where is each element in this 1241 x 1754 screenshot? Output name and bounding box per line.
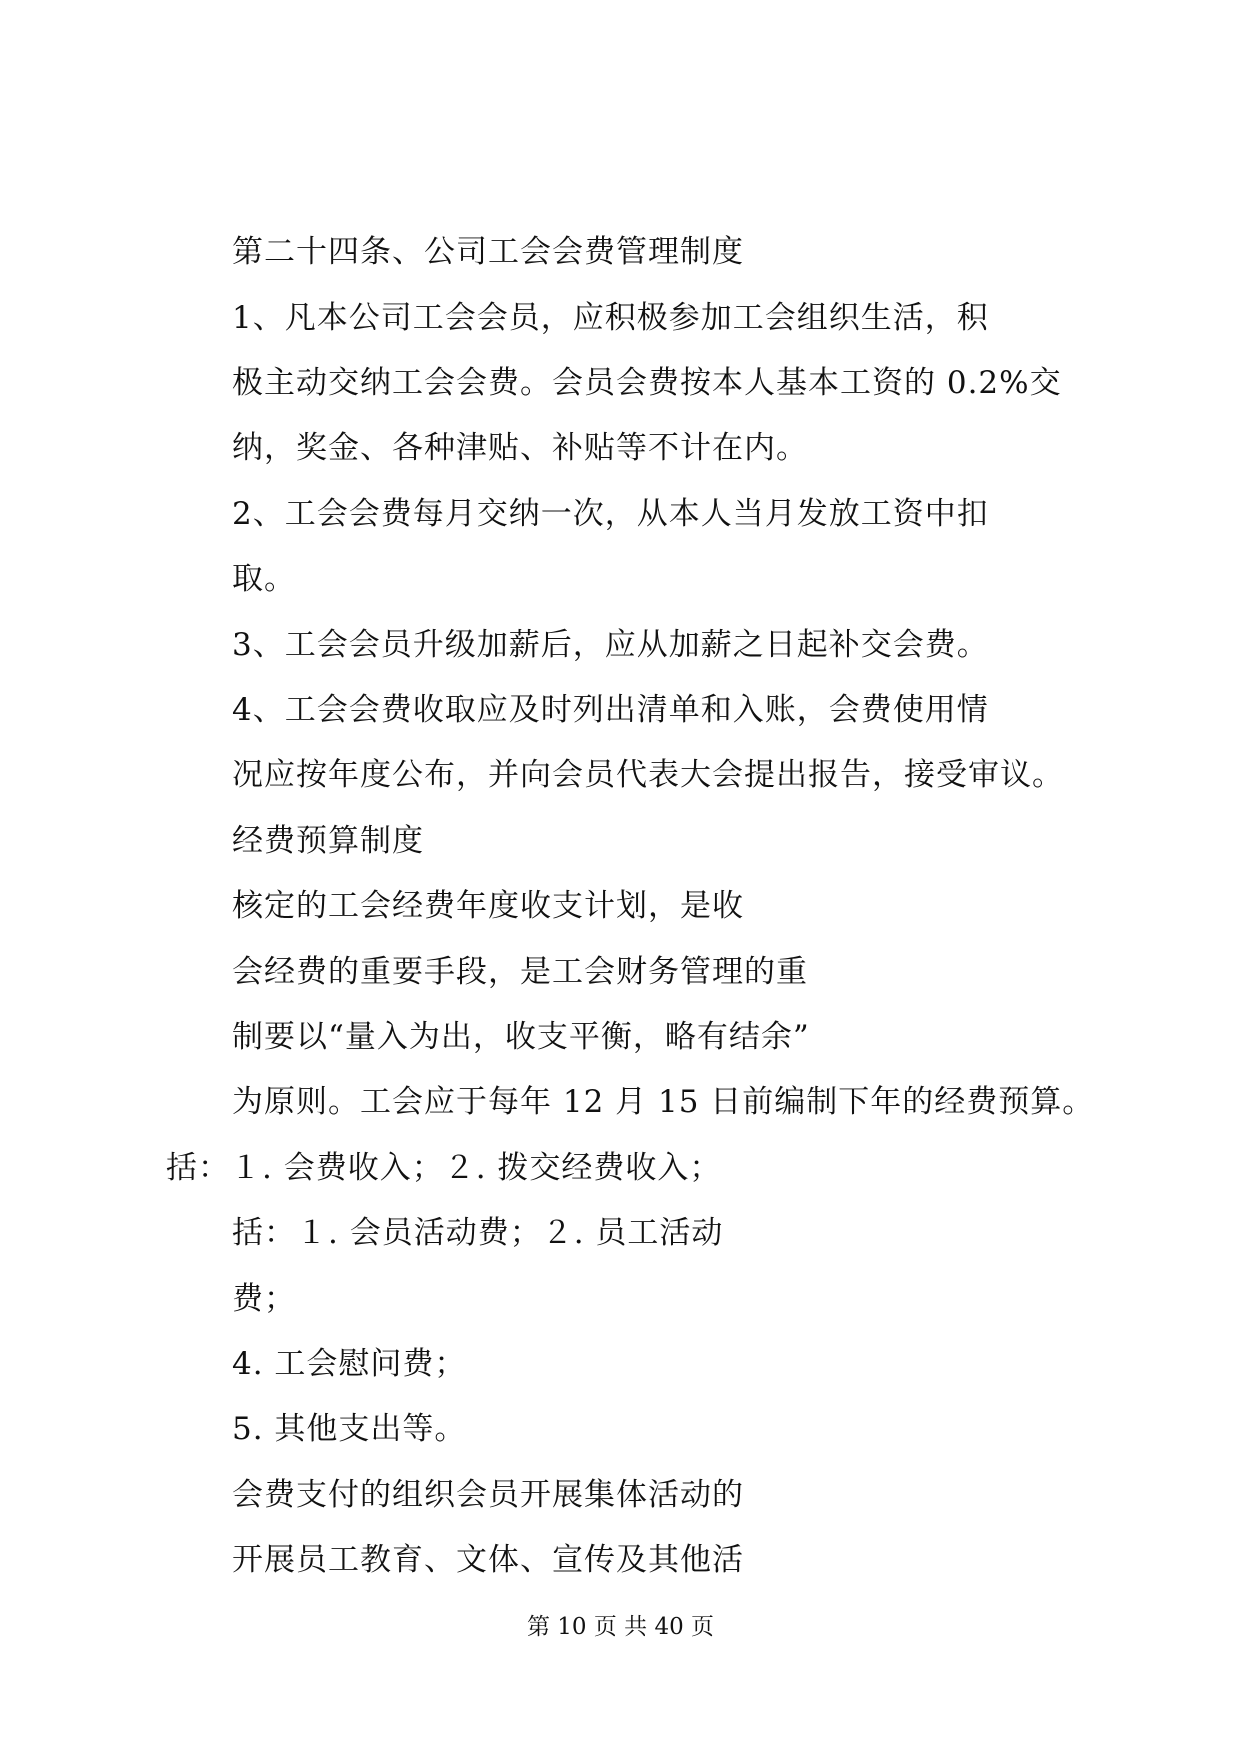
paragraph-line: 极主动交纳工会会费。会员会费按本人基本工资的 0.2%交 — [232, 365, 1062, 401]
paragraph-line: 5. 其他支出等。 — [232, 1411, 467, 1447]
paragraph-line: 费； — [232, 1281, 296, 1317]
page-number-footer: 第 10 页 共 40 页 — [526, 1614, 715, 1640]
paragraph-line: 会费支付的组织会员开展集体活动的 — [232, 1477, 744, 1513]
paragraph-line: 3、工会会员升级加薪后，应从加薪之日起补交会费。 — [232, 627, 989, 663]
section-heading: 第二十四条、公司工会会费管理制度 — [232, 234, 744, 270]
paragraph-line: 开展员工教育、文体、宣传及其他活 — [232, 1542, 744, 1578]
paragraph-line: 核定的工会经费年度收支计划，是收 — [232, 888, 744, 924]
paragraph-line: 括：１. 会员活动费；２. 员工活动 — [232, 1215, 724, 1251]
paragraph-line: 2、工会会费每月交纳一次，从本人当月发放工资中扣 — [232, 496, 989, 532]
paragraph-line: 4、工会会费收取应及时列出清单和入账，会费使用情 — [232, 692, 989, 728]
paragraph-line: 会经费的重要手段，是工会财务管理的重 — [232, 954, 808, 990]
paragraph-line: 为原则。工会应于每年 12 月 15 日前编制下年的经费预算。 — [232, 1084, 1095, 1120]
subheading: 经费预算制度 — [232, 823, 424, 859]
paragraph-line: 1、凡本公司工会会员，应积极参加工会组织生活，积 — [232, 300, 989, 336]
paragraph-line: 况应按年度公布，并向会员代表大会提出报告，接受审议。 — [232, 757, 1064, 793]
paragraph-line: 取。 — [232, 561, 296, 597]
paragraph-line: 纳，奖金、各种津贴、补贴等不计在内。 — [232, 430, 808, 466]
paragraph-line: 4. 工会慰问费； — [232, 1346, 467, 1382]
paragraph-line: 括：１. 会费收入；２. 拨交经费收入； — [166, 1150, 722, 1186]
paragraph-line: 制要以“量入为出，收支平衡，略有结余” — [232, 1019, 810, 1055]
